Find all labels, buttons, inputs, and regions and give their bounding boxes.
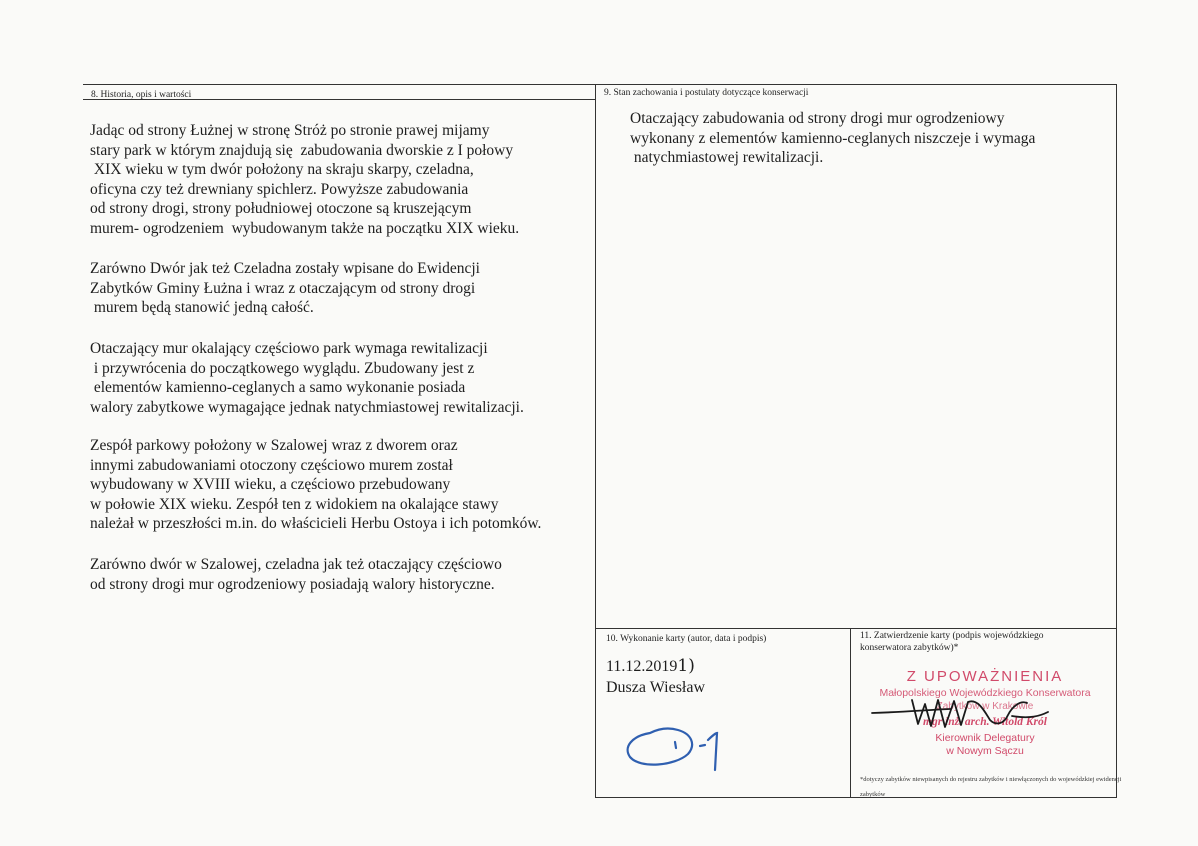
section8-paragraph-1: Jadąc od strony Łużnej w stronę Stróż po stronie prawej mijamy stary park w którym znajdują się zabudowania dworskie z I połowy XIX wieku w tym dwór położony na skraju skarpy, czeladna, oficyna czy też drewniany spichlerz. Powyższe zabudowania od strony drogi, strony południowej otoczone są kruszejącym murem- ogrodzeniem wybudowanym także na początku XIX wieku. bbox=[90, 122, 520, 237]
stamp-line-5: Kierownik Delegatury bbox=[935, 732, 1035, 744]
card-date: 11.12.2019 bbox=[606, 658, 678, 675]
stamp-line-3: Zabytków w Krakowie bbox=[936, 701, 1034, 712]
section11-label-line1: 11. Zatwierdzenie karty (podpis wojewódzkiego bbox=[860, 631, 1044, 641]
section11-label bbox=[860, 631, 1044, 654]
official-stamp bbox=[850, 662, 1120, 772]
section9-label: 9. Stan zachowania i postulaty dotyczące konserwacji bbox=[604, 88, 809, 98]
column-divider bbox=[595, 84, 596, 798]
section9-text: Otaczający zabudowania od strony drogi mur ogrodzeniowy wykonany z elementów kamienno-ceglanych niszczeje i wymaga natychmiastowej rewitalizacji. bbox=[630, 110, 1036, 166]
stamp-line-2: Małopolskiego Wojewódzkiego Konserwatora bbox=[879, 687, 1091, 699]
stamp-line-6: w Nowym Sączu bbox=[946, 745, 1024, 757]
section8-paragraph-4: Zespół parkowy położony w Szalowej wraz z dworem oraz innymi zabudowaniami otoczony częściowo murem został wybudowany w XVIII wieku, a częściowo przebudowany w połowie XIX wieku. Zespół ten z widokiem na okalające stawy należał w przeszłości m.in. do właścicieli Herbu Ostoya i ich potomków. bbox=[90, 437, 542, 532]
section11-label-line2: konserwatora zabytków)* bbox=[860, 642, 959, 653]
author-name: Dusza Wiesław bbox=[606, 679, 706, 696]
blue-initials-signature bbox=[628, 729, 717, 770]
section8-paragraph-3: Otaczający mur okalający częściowo park wymaga rewitalizacji i przywrócenia do początkowego wyglądu. Zbudowany jest z elementów kamienno-ceglanych a samo wykonanie posiada walory zabytkowe wymagające jednak natychmiastowej rewitalizacji. bbox=[90, 340, 524, 416]
section10-top-line bbox=[595, 628, 1117, 629]
section8-paragraph-5: Zarówno dwór w Szalowej, czeladna jak też otaczający częściowo od strony drogi mur ogrodzeniowy posiadają walory historyczne. bbox=[90, 556, 502, 593]
top-border-line bbox=[83, 84, 1116, 85]
stamp-line-4: mgr inż. arch. Witold Król bbox=[923, 716, 1047, 728]
date-correction: 1) bbox=[677, 656, 695, 676]
section8-label: 8. Historia, opis i wartości bbox=[91, 90, 192, 100]
section10-label: 10. Wykonanie karty (autor, data i podpis) bbox=[606, 634, 767, 644]
footnote: *dotyczy zabytków niewpisanych do rejestru zabytków i niewłączonych do wojewódzkiej ewidencji zabytków bbox=[860, 776, 1122, 798]
section8-paragraph-2: Zarówno Dwór jak też Czeladna zostały wpisane do Ewidencji Zabytków Gminy Łużna i wraz z otaczającym od strony drogi murem będą stanowić jedną całość. bbox=[90, 260, 480, 316]
stamp-line-1: Z UPOWAŻNIENIA bbox=[906, 668, 1064, 685]
author-block bbox=[606, 656, 705, 698]
